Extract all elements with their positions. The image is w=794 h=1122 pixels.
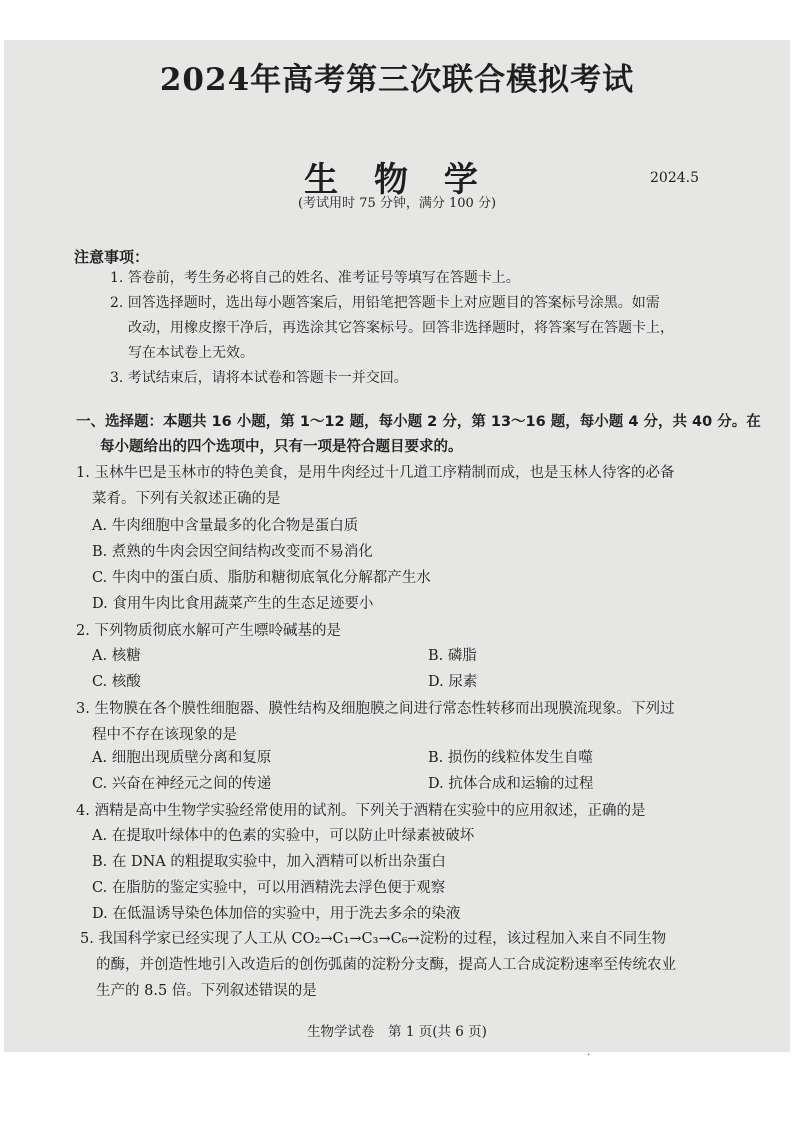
- question-1-stem: [76, 460, 776, 512]
- stem-line: 2. 下列物质彻底水解可产生嘌呤碱基的是: [76, 623, 341, 639]
- section-heading: [76, 410, 776, 460]
- note-item: 1. 答卷前，考生务必将自己的姓名、准考证号等填写在答题卡上。: [110, 270, 520, 286]
- question-2-option-b: B. 磷脂: [428, 648, 477, 664]
- stem-line: 4. 酒精是高中生物学实验经常使用的试剂。下列关于酒精在实验中的应用叙述，正确的是: [76, 803, 646, 819]
- note-item: 3. 考试结束后，请将本试卷和答题卡一并交回。: [110, 370, 408, 386]
- question-2-option-c: C. 核酸: [92, 674, 141, 690]
- question-4-option-d: D. 在低温诱导染色体加倍的实验中，用于洗去多余的染液: [92, 906, 461, 922]
- stem-line: 菜肴。下列有关叙述正确的是: [92, 491, 281, 507]
- question-2-option-d: D. 尿素: [428, 674, 478, 690]
- note-item: 2. 回答选择题时，选出每小题答案后，用铅笔把答题卡上对应题目的答案标号涂黑。如需: [110, 295, 660, 311]
- notes-heading: 注意事项：: [74, 248, 150, 266]
- question-3-option-a: A. 细胞出现质壁分离和复原: [92, 750, 272, 766]
- stem-line: 1. 玉林牛巴是玉林市的特色美食，是用牛肉经过十几道工序精制而成，也是玉林人待客的必备: [76, 465, 675, 481]
- question-3-option-b: B. 损伤的线粒体发生自噬: [428, 750, 593, 766]
- question-5-stem: [80, 926, 780, 1004]
- exam-paper: [4, 40, 790, 1052]
- question-1-option-c: C. 牛肉中的蛋白质、脂肪和糖彻底氧化分解都产生水: [92, 570, 431, 586]
- question-3-option-d: D. 抗体合成和运输的过程: [428, 776, 594, 792]
- stem-line: 3. 生物膜在各个膜性细胞器、膜性结构及细胞膜之间进行常态性转移而出现膜流现象。下列过: [76, 701, 675, 717]
- stem-line: 程中不存在该现象的是: [92, 727, 237, 743]
- question-2-stem: [76, 618, 776, 644]
- section-heading-line: 每小题给出的四个选项中，只有一项是符合题目要求的。: [100, 439, 463, 455]
- page-footer: 生物学试卷 第 1 页(共 6 页): [307, 1024, 487, 1040]
- question-4-stem: [76, 798, 776, 824]
- question-4-option-b: B. 在 DNA 的粗提取实验中，加入酒精可以析出杂蛋白: [92, 854, 446, 870]
- question-3-stem: [76, 696, 776, 748]
- question-1-option-a: A. 牛肉细胞中含量最多的化合物是蛋白质: [92, 518, 359, 534]
- stray-mark: ·: [587, 1050, 591, 1061]
- stem-line: 5. 我国科学家已经实现了人工从 CO₂→C₁→C₃→C₆→淀粉的过程，该过程加入来自不同生物: [80, 931, 667, 947]
- note-item: 改动，用橡皮擦干净后，再选涂其它答案标号。回答非选择题时，将答案写在答题卡上，: [128, 320, 674, 336]
- exam-date: 2024.5: [650, 170, 699, 186]
- stem-line: 生产的 8.5 倍。下列叙述错误的是: [96, 983, 317, 999]
- question-3-option-c: C. 兴奋在神经元之间的传递: [92, 776, 272, 792]
- question-4-option-a: A. 在提取叶绿体中的色素的实验中，可以防止叶绿素被破坏: [92, 828, 475, 844]
- question-1-option-d: D. 食用牛肉比食用蔬菜产生的生态足迹要小: [92, 596, 374, 612]
- note-item: 写在本试卷上无效。: [128, 345, 254, 361]
- section-heading-line: 一、选择题：本题共 16 小题，第 1～12 题，每小题 2 分，第 13～16 题，每小题 4 分，共 40 分。在: [76, 414, 761, 430]
- question-4-option-c: C. 在脂肪的鉴定实验中，可以用酒精洗去浮色便于观察: [92, 880, 446, 896]
- exam-title: 2024年高考第三次联合模拟考试: [159, 62, 635, 98]
- question-2-option-a: A. 核糖: [92, 648, 141, 664]
- question-1-option-b: B. 煮熟的牛肉会因空间结构改变而不易消化: [92, 544, 373, 560]
- subject-title: 生 物 学: [304, 160, 490, 200]
- stem-line: 的酶，并创造性地引入改造后的创伤弧菌的淀粉分支酶，提高人工合成淀粉速率至传统农业: [96, 957, 676, 973]
- exam-duration: (考试用时 75 分钟，满分 100 分): [297, 196, 497, 211]
